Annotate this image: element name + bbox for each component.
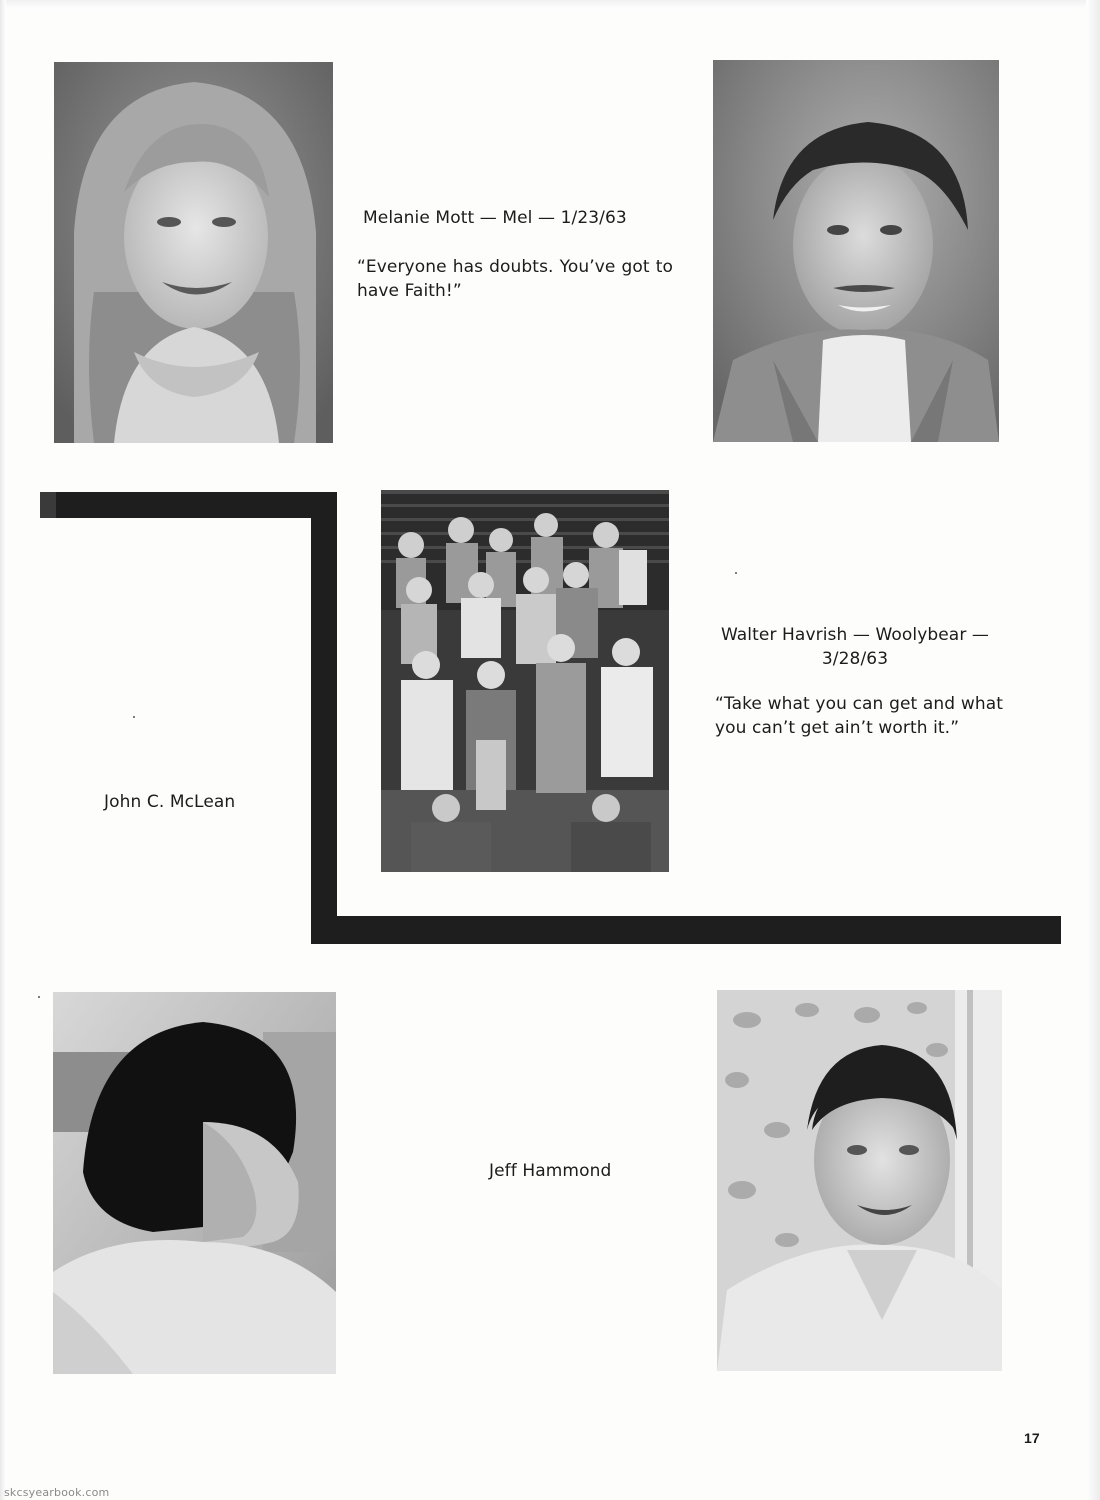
site-watermark: skcsyearbook.com xyxy=(4,1486,110,1499)
group-photo xyxy=(381,490,669,872)
portrait-photo-walter xyxy=(713,60,999,442)
page-number: 17 xyxy=(1024,1430,1040,1446)
black-frame-vertical xyxy=(311,492,337,944)
portrait-photo-melanie xyxy=(54,62,333,443)
scan-speck xyxy=(133,716,135,718)
jeff-name-line: Jeff Hammond xyxy=(489,1161,612,1181)
melanie-quote: “Everyone has doubts. You’ve got to have Faith!” xyxy=(357,257,673,301)
black-frame-bottom xyxy=(311,916,1061,944)
black-frame-edge xyxy=(40,492,56,518)
walter-birthdate: 3/28/63 xyxy=(821,649,889,669)
scan-speck xyxy=(38,996,40,998)
candid-photo-john xyxy=(53,992,336,1374)
scan-edge xyxy=(0,0,1100,10)
john-name-line: John C. McLean xyxy=(104,792,236,812)
scan-speck xyxy=(735,572,737,574)
scan-edge xyxy=(0,0,6,1500)
melanie-name-line: Melanie Mott — Mel — 1/23/63 xyxy=(363,208,627,228)
walter-quote: “Take what you can get and what you can’t get ain’t worth it.” xyxy=(715,694,1003,738)
candid-photo-jeff xyxy=(717,990,1002,1371)
black-frame-top xyxy=(40,492,332,518)
scan-edge xyxy=(1086,0,1100,1500)
walter-name-line: Walter Havrish — Woolybear — xyxy=(720,625,990,645)
